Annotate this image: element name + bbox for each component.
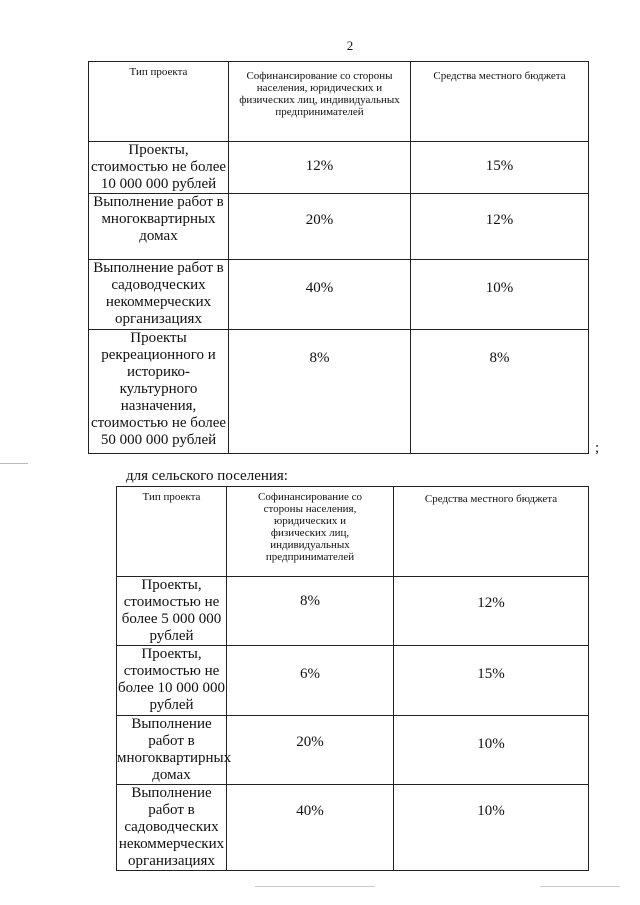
header-local-budget: Средства местного бюджета <box>411 62 589 142</box>
cofinancing-cell: 40% <box>227 785 394 871</box>
page-number: 2 <box>346 38 354 53</box>
scan-artifact <box>255 886 375 887</box>
table-row <box>117 785 589 871</box>
local-budget-cell: 10% <box>411 260 589 330</box>
list-separator: ; <box>595 440 600 456</box>
project-type-cell: Проекты, стоимостью не более 5 000 000 рублей <box>117 577 227 646</box>
local-budget-cell: 10% <box>394 716 589 785</box>
project-type-cell: Выполнение работ в многоквартирных домах <box>89 194 229 260</box>
table-header-row <box>89 62 589 142</box>
table-row <box>117 646 589 716</box>
project-type-cell: Выполнение работ в садоводческих некоммерческих организациях <box>89 260 229 330</box>
scan-artifact <box>0 463 28 464</box>
header-cofinancing: Софинансирование со стороны населения, юридических и физических лиц, индивидуальных предпринимателей <box>227 487 394 577</box>
cofinancing-cell: 12% <box>229 142 411 194</box>
cofinancing-cell: 8% <box>227 577 394 646</box>
project-type-cell: Проекты, стоимостью не более 10 000 000 рублей <box>117 646 227 716</box>
rural-settlement-table <box>116 486 589 871</box>
project-type-cell: Проекты рекреационного и историко-культурного назначения, стоимостью не более 50 000 000 рублей <box>89 330 229 454</box>
cofinancing-cell: 6% <box>227 646 394 716</box>
cofinancing-cell: 20% <box>227 716 394 785</box>
cofinancing-cell: 20% <box>229 194 411 260</box>
project-type-cell: Выполнение работ в многоквартирных домах <box>117 716 232 783</box>
section-title-rural: для сельского поселения: <box>126 468 288 484</box>
local-budget-cell: 12% <box>394 577 589 646</box>
table-row <box>89 260 589 330</box>
table-row <box>89 330 589 454</box>
local-budget-cell: 10% <box>394 785 589 871</box>
header-local-budget: Средства местного бюджета <box>394 487 589 577</box>
header-project-type: Тип проекта <box>117 487 227 577</box>
local-budget-cell: 8% <box>411 330 589 454</box>
urban-settlement-table <box>88 61 589 454</box>
table-row <box>89 142 589 194</box>
project-type-cell: Проекты, стоимостью не более 10 000 000 рублей <box>89 142 229 194</box>
local-budget-cell: 12% <box>411 194 589 260</box>
table-row <box>117 577 589 646</box>
local-budget-cell: 15% <box>394 646 589 716</box>
header-project-type: Тип проекта <box>89 62 229 142</box>
project-type-cell: Выполнение работ в садоводческих некоммерческих организациях <box>117 785 227 871</box>
local-budget-cell: 15% <box>411 142 589 194</box>
table-row <box>117 716 589 785</box>
header-cofinancing: Софинансирование со стороны населения, юридических и физических лиц, индивидуальных предпринимателей <box>229 62 411 142</box>
table-row <box>89 194 589 260</box>
scan-artifact <box>540 886 620 887</box>
cofinancing-cell: 40% <box>229 260 411 330</box>
table-header-row <box>117 487 589 577</box>
cofinancing-cell: 8% <box>229 330 411 454</box>
